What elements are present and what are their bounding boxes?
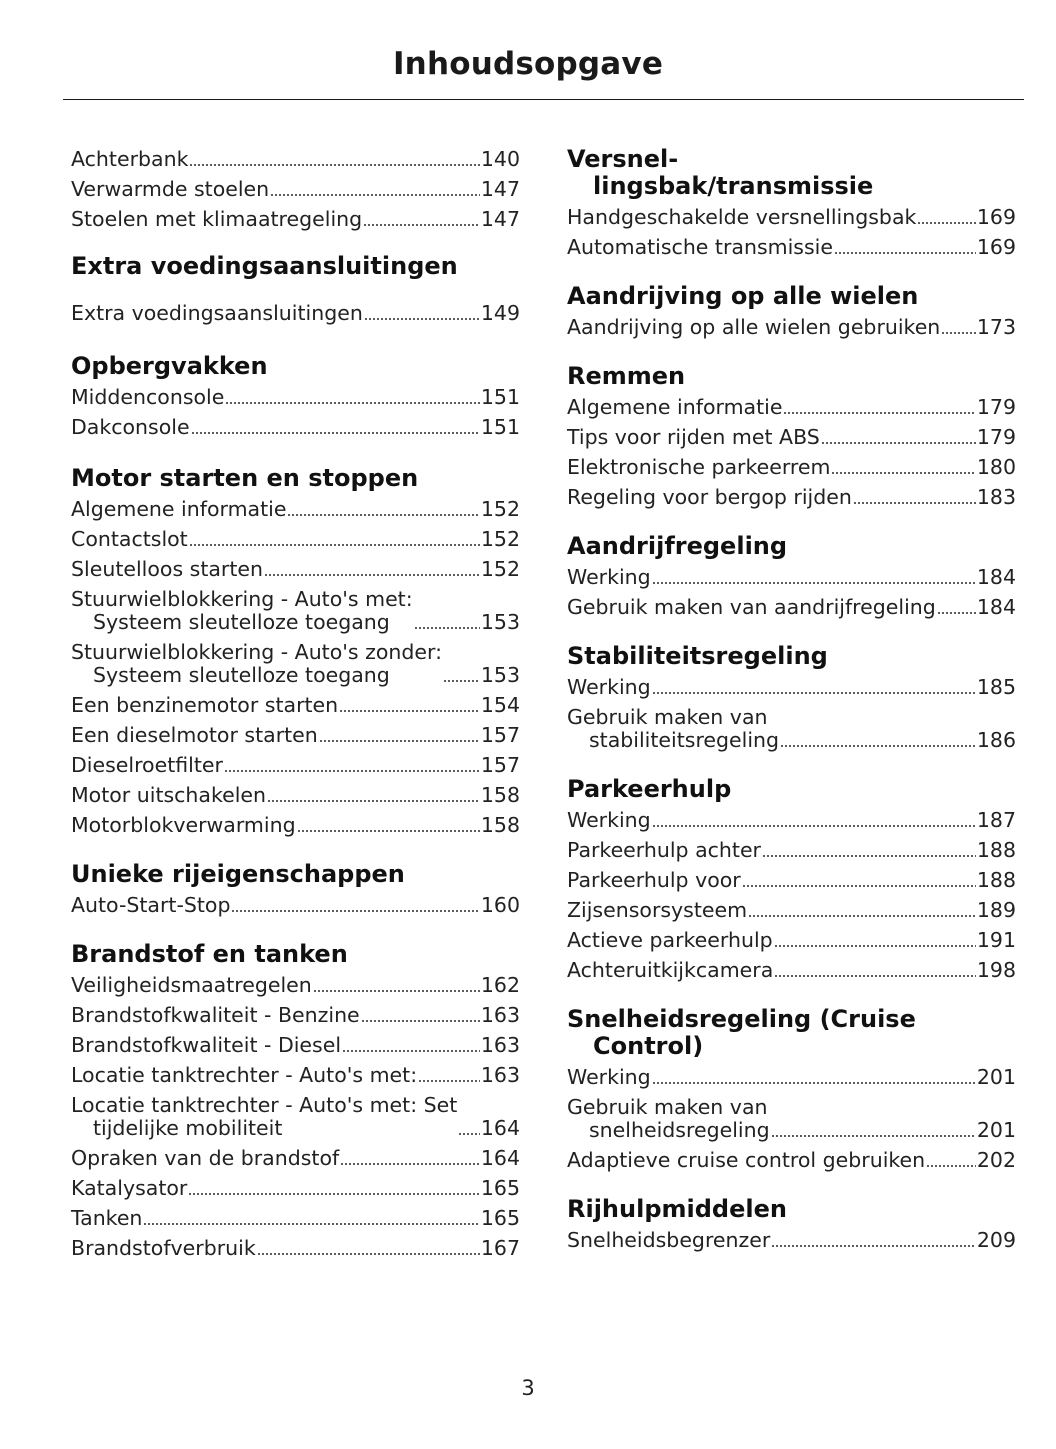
dot-leader — [783, 409, 975, 415]
toc-entry[interactable] — [71, 724, 520, 747]
toc-page-number: 187 — [976, 808, 1016, 832]
toc-page-number: 147 — [480, 207, 520, 231]
toc-entry-label — [567, 396, 782, 419]
toc-entry[interactable] — [567, 456, 1016, 479]
toc-entry[interactable] — [71, 1094, 520, 1140]
toc-entry-label — [567, 316, 940, 339]
toc-entry-text-continued: Systeem sleutelloze toegang — [93, 663, 390, 687]
toc-section — [567, 643, 1016, 752]
toc-entry[interactable] — [71, 416, 520, 439]
toc-page-number: 157 — [480, 753, 520, 777]
toc-entry[interactable] — [71, 498, 520, 521]
toc-entry[interactable] — [567, 316, 1016, 339]
toc-entry-label — [71, 302, 363, 325]
toc-entry[interactable] — [567, 426, 1016, 449]
toc-entry-label — [71, 1237, 256, 1260]
toc-entry-label — [71, 1034, 341, 1057]
toc-page-number: 202 — [976, 1148, 1016, 1172]
toc-page-number: 180 — [976, 455, 1016, 479]
dot-leader — [363, 221, 480, 227]
dot-leader — [834, 249, 976, 255]
toc-entry-label — [567, 869, 741, 892]
toc-entry-text: Contactslot — [71, 527, 188, 551]
dot-leader — [270, 191, 480, 197]
toc-entry-label — [71, 498, 286, 521]
toc-entry-text: Werking — [567, 565, 651, 589]
toc-entry-text: Stoelen met klimaatregeling — [71, 207, 363, 231]
dot-leader — [225, 399, 480, 405]
toc-page-number: 163 — [480, 1063, 520, 1087]
toc-entry-text: Parkeerhulp voor — [567, 868, 741, 892]
toc-section — [71, 253, 520, 325]
dot-leader — [917, 219, 975, 225]
toc-entry-label — [567, 486, 852, 509]
dot-leader — [443, 677, 480, 683]
dot-leader — [364, 315, 480, 321]
toc-entry-text: Handgeschakelde versnellingsbak — [567, 205, 917, 229]
toc-entry-label — [71, 386, 224, 409]
dot-leader — [267, 797, 480, 803]
toc-entry-text: Regeling voor bergop rijden — [567, 485, 852, 509]
toc-entry-label — [567, 566, 651, 589]
toc-page-number: 140 — [480, 147, 520, 171]
section-heading-text: Extra voedingsaansluitingen — [71, 252, 458, 280]
dot-leader — [414, 624, 480, 630]
toc-entry[interactable] — [567, 1096, 1016, 1142]
toc-entry-label — [567, 959, 773, 982]
toc-right-column — [567, 140, 1016, 1259]
dot-leader — [297, 827, 480, 833]
toc-page-number: 179 — [976, 425, 1016, 449]
dot-leader — [143, 1220, 479, 1226]
title-divider — [63, 99, 1024, 100]
toc-entry-text: Brandstofkwaliteit - Benzine — [71, 1003, 360, 1027]
toc-entry-label — [567, 456, 830, 479]
toc-entry-text: Veiligheidsmaatregelen — [71, 973, 312, 997]
toc-page-number: 165 — [480, 1206, 520, 1230]
section-heading[interactable] — [71, 861, 520, 888]
toc-page-number: 151 — [480, 385, 520, 409]
toc-entry-label — [71, 754, 223, 777]
toc-entry-text: Elektronische parkeerrem — [567, 455, 831, 479]
toc-page-number: 179 — [976, 395, 1016, 419]
toc-entry[interactable] — [567, 809, 1016, 832]
toc-entry[interactable] — [71, 641, 520, 687]
toc-page-number: 189 — [976, 898, 1016, 922]
toc-entry-text: Werking — [567, 1065, 651, 1089]
toc-entry-label — [71, 588, 413, 634]
toc-entry-text: Stuurwielblokkering - Auto's zonder: — [71, 640, 442, 664]
toc-entry-text: Tips voor rijden met ABS — [567, 425, 820, 449]
toc-entry[interactable] — [71, 1177, 520, 1200]
toc-entry-text: Verwarmde stoelen — [71, 177, 270, 201]
toc-page-number: 191 — [976, 928, 1016, 952]
toc-entry-label — [71, 694, 338, 717]
toc-entry-label — [567, 1149, 925, 1172]
toc-page-number: 153 — [480, 663, 520, 687]
dot-leader — [342, 1047, 480, 1053]
toc-page-number: 201 — [976, 1065, 1016, 1089]
toc-entry-label — [71, 416, 190, 439]
toc-entry-label — [71, 208, 362, 231]
section-heading-text: Parkeerhulp — [567, 775, 732, 803]
toc-entry-text: Sleutelloos starten — [71, 557, 263, 581]
toc-page-number: 198 — [976, 958, 1016, 982]
dot-leader — [652, 689, 976, 695]
toc-entry-label — [567, 809, 651, 832]
toc-entry[interactable] — [71, 528, 520, 551]
toc-entry[interactable] — [567, 676, 1016, 699]
toc-page-number: 158 — [480, 813, 520, 837]
toc-page-number: 164 — [480, 1116, 520, 1140]
toc-entry-text: Motor uitschakelen — [71, 783, 267, 807]
toc-section — [71, 353, 520, 439]
section-heading[interactable] — [567, 776, 1016, 803]
section-heading-text: Snelheidsregeling (Cruise — [567, 1005, 916, 1033]
toc-entry[interactable] — [71, 974, 520, 997]
toc-entry-text: Actieve parkeerhulp — [567, 928, 773, 952]
section-heading-text: Aandrijving op alle wielen — [567, 282, 919, 310]
toc-entry-label — [71, 1147, 339, 1170]
dot-leader — [361, 1017, 480, 1023]
toc-section — [567, 363, 1016, 509]
toc-entry-text: Achteruitkijkcamera — [567, 958, 774, 982]
toc-section — [567, 1006, 1016, 1172]
dot-leader — [652, 579, 976, 585]
section-heading[interactable] — [567, 1196, 1016, 1223]
toc-page-number: 188 — [976, 838, 1016, 862]
toc-entry[interactable] — [71, 1004, 520, 1027]
dot-leader — [189, 161, 479, 167]
toc-intro-entries — [71, 140, 520, 231]
toc-entry[interactable] — [567, 566, 1016, 589]
toc-entry-text-continued: stabiliteitsregeling — [589, 728, 780, 752]
section-heading[interactable] — [567, 283, 1016, 310]
toc-page-number: 157 — [480, 723, 520, 747]
toc-page-number: 154 — [480, 693, 520, 717]
section-heading[interactable] — [71, 465, 520, 492]
toc-page-number: 158 — [480, 783, 520, 807]
toc-entry[interactable] — [567, 959, 1016, 982]
toc-page-number: 183 — [976, 485, 1016, 509]
dot-leader — [762, 852, 976, 858]
section-heading-text: Rijhulpmiddelen — [567, 1195, 787, 1223]
dot-leader — [458, 1130, 480, 1136]
toc-entry[interactable] — [71, 302, 520, 325]
toc-section — [567, 283, 1016, 339]
toc-entry-text: Werking — [567, 808, 651, 832]
dot-leader — [774, 972, 976, 978]
toc-entry-label — [71, 558, 263, 581]
toc-page-number: 164 — [480, 1146, 520, 1170]
toc-page-number: 165 — [480, 1176, 520, 1200]
dot-leader — [941, 329, 976, 335]
toc-entry[interactable] — [567, 486, 1016, 509]
toc-page-number: 185 — [976, 675, 1016, 699]
toc-entry[interactable] — [567, 1229, 1016, 1252]
toc-entry[interactable] — [567, 899, 1016, 922]
toc-entry[interactable] — [567, 869, 1016, 892]
toc-page-number: 147 — [480, 177, 520, 201]
toc-entry-text: Locatie tanktrechter - Auto's met: Set — [71, 1093, 458, 1117]
toc-page-number: 184 — [976, 565, 1016, 589]
toc-entry-text: Parkeerhulp achter — [567, 838, 761, 862]
section-heading[interactable] — [71, 253, 520, 280]
toc-entry[interactable] — [71, 694, 520, 717]
toc-page-number: 152 — [480, 497, 520, 521]
toc-entry-text: Een benzinemotor starten — [71, 693, 339, 717]
toc-entry[interactable] — [71, 148, 520, 171]
toc-page-number: 184 — [976, 595, 1016, 619]
dot-leader — [340, 1160, 480, 1166]
section-heading[interactable] — [567, 1006, 1016, 1060]
toc-entry-text: Auto-Start-Stop — [71, 893, 231, 917]
section-heading[interactable] — [567, 533, 1016, 560]
toc-entry-label — [71, 1177, 187, 1200]
dot-leader — [748, 912, 976, 918]
toc-entry-label — [71, 148, 188, 171]
toc-entry[interactable] — [567, 1066, 1016, 1089]
toc-page-number: 160 — [480, 893, 520, 917]
toc-entry[interactable] — [71, 784, 520, 807]
dot-leader — [339, 707, 480, 713]
toc-entry[interactable] — [71, 1034, 520, 1057]
toc-page-number: 186 — [976, 728, 1016, 752]
toc-entry-label — [567, 706, 779, 752]
toc-page-number: 151 — [480, 415, 520, 439]
dot-leader — [831, 469, 975, 475]
toc-entry-text-continued: tijdelijke mobiliteit — [93, 1116, 283, 1140]
dot-leader — [257, 1250, 480, 1256]
toc-entry-label — [71, 1064, 417, 1087]
toc-page-number: 152 — [480, 527, 520, 551]
toc-page-number: 169 — [976, 205, 1016, 229]
toc-entry[interactable] — [71, 1237, 520, 1260]
toc-entry-label — [71, 528, 188, 551]
toc-entry[interactable] — [71, 208, 520, 231]
toc-entry-label — [71, 784, 266, 807]
toc-entry-label — [567, 839, 761, 862]
section-heading-text: Brandstof en tanken — [71, 940, 348, 968]
toc-entry-text: Gebruik maken van — [567, 1095, 768, 1119]
toc-entry-text: Achterbank — [71, 147, 189, 171]
toc-entry-label — [71, 1207, 142, 1230]
toc-section — [71, 861, 520, 917]
section-heading-text: Versnel- — [567, 145, 679, 173]
dot-leader — [287, 511, 479, 517]
toc-entry-label — [567, 1229, 770, 1252]
toc-entry-label — [567, 929, 773, 952]
toc-entry-text: Opraken van de brandstof — [71, 1146, 340, 1170]
toc-entry[interactable] — [71, 754, 520, 777]
toc-entry[interactable] — [71, 1147, 520, 1170]
section-heading-text: Motor starten en stoppen — [71, 464, 419, 492]
section-heading[interactable] — [567, 363, 1016, 390]
dot-leader — [224, 767, 480, 773]
page-number: 3 — [521, 1376, 535, 1400]
toc-entry-text-continued: Systeem sleutelloze toegang — [93, 610, 390, 634]
toc-entry-text: Werking — [567, 675, 651, 699]
toc-entry[interactable] — [71, 894, 520, 917]
toc-entry[interactable] — [71, 588, 520, 634]
section-heading-text: Aandrijfregeling — [567, 532, 788, 560]
toc-entry-text-continued: snelheidsregeling — [589, 1118, 770, 1142]
toc-section — [567, 776, 1016, 982]
toc-entry-text: Locatie tanktrechter - Auto's met: — [71, 1063, 418, 1087]
toc-entry[interactable] — [71, 178, 520, 201]
dot-leader — [652, 1079, 976, 1085]
dot-leader — [937, 609, 976, 615]
toc-page-number: 209 — [976, 1228, 1016, 1252]
dot-leader — [231, 907, 479, 913]
toc-entry-label — [71, 724, 318, 747]
toc-entry-label — [567, 1066, 651, 1089]
dot-leader — [774, 942, 976, 948]
page-title: Inhoudsopgave — [392, 46, 664, 82]
dot-leader — [742, 882, 976, 888]
toc-entry-text: Adaptieve cruise control gebruiken — [567, 1148, 926, 1172]
toc-entry-label — [567, 596, 936, 619]
toc-page-number: 152 — [480, 557, 520, 581]
toc-entry-text: Gebruik maken van aandrijfregeling — [567, 595, 936, 619]
toc-entry-text: Katalysator — [71, 1176, 188, 1200]
dot-leader — [319, 737, 480, 743]
section-heading[interactable] — [71, 941, 520, 968]
toc-entry-label — [567, 899, 747, 922]
dot-leader — [189, 541, 480, 547]
toc-entry-text: Extra voedingsaansluitingen — [71, 301, 363, 325]
toc-entry-text: Motorblokverwarming — [71, 813, 296, 837]
toc-entry-text: Automatische transmissie — [567, 235, 833, 259]
toc-entry[interactable] — [71, 1207, 520, 1230]
dot-leader — [313, 987, 480, 993]
dot-leader — [926, 1162, 976, 1168]
toc-page-number: 201 — [976, 1118, 1016, 1142]
toc-left-column — [71, 140, 520, 1267]
toc-entry[interactable] — [567, 206, 1016, 229]
toc-entry-label — [71, 1094, 457, 1140]
toc-entry-label — [567, 676, 651, 699]
toc-entry-text: Zijsensorsysteem — [567, 898, 748, 922]
toc-page-number: 188 — [976, 868, 1016, 892]
toc-section — [567, 533, 1016, 619]
section-heading-text-continued: lingsbak/transmissie — [593, 172, 874, 200]
toc-entry[interactable] — [567, 839, 1016, 862]
dot-leader — [191, 429, 480, 435]
section-heading-text-continued: Control) — [593, 1032, 704, 1060]
toc-entry[interactable] — [71, 558, 520, 581]
dot-leader — [418, 1077, 480, 1083]
toc-page-number: 162 — [480, 973, 520, 997]
toc-section — [71, 465, 520, 837]
toc-page-number: 173 — [976, 315, 1016, 339]
toc-entry[interactable] — [71, 386, 520, 409]
section-heading[interactable] — [567, 643, 1016, 670]
toc-entry-label — [71, 974, 312, 997]
toc-entry-label — [71, 178, 269, 201]
toc-page-number: 169 — [976, 235, 1016, 259]
toc-entry[interactable] — [71, 1064, 520, 1087]
section-heading[interactable] — [71, 353, 520, 380]
toc-entry-label — [71, 814, 296, 837]
dot-leader — [780, 742, 976, 748]
toc-entry-text: Gebruik maken van — [567, 705, 768, 729]
section-heading-text: Remmen — [567, 362, 686, 390]
toc-page-number: 163 — [480, 1003, 520, 1027]
dot-leader — [853, 499, 976, 505]
toc-entry-label — [71, 641, 442, 687]
toc-entry-text: Brandstofkwaliteit - Diesel — [71, 1033, 342, 1057]
toc-entry-text: Stuurwielblokkering - Auto's met: — [71, 587, 413, 611]
section-heading-text: Unieke rijeigenschappen — [71, 860, 405, 888]
toc-page-number: 163 — [480, 1033, 520, 1057]
toc-page-number: 167 — [480, 1236, 520, 1260]
toc-entry[interactable] — [567, 396, 1016, 419]
toc-entry-text: Middenconsole — [71, 385, 225, 409]
toc-entry-label — [567, 1096, 770, 1142]
toc-entry[interactable] — [567, 929, 1016, 952]
section-heading-text: Stabiliteitsregeling — [567, 642, 828, 670]
toc-section — [567, 146, 1016, 259]
toc-entry-text: Tanken — [71, 1206, 143, 1230]
toc-entry-text: Brandstofverbruik — [71, 1236, 256, 1260]
section-heading-text: Opbergvakken — [71, 352, 268, 380]
toc-entry-label — [567, 206, 916, 229]
toc-entry[interactable] — [567, 596, 1016, 619]
toc-entry[interactable] — [71, 814, 520, 837]
toc-section — [71, 941, 520, 1260]
toc-page-number: 149 — [480, 301, 520, 325]
toc-entry[interactable] — [567, 706, 1016, 752]
toc-entry[interactable] — [567, 236, 1016, 259]
dot-leader — [821, 439, 976, 445]
toc-entry-text: Algemene informatie — [567, 395, 783, 419]
dot-leader — [188, 1190, 480, 1196]
dot-leader — [771, 1132, 976, 1138]
dot-leader — [264, 571, 480, 577]
toc-entry-text: Aandrijving op alle wielen gebruiken — [567, 315, 941, 339]
dot-leader — [771, 1242, 976, 1248]
toc-entry-label — [71, 894, 230, 917]
toc-entry-label — [567, 236, 833, 259]
section-heading[interactable] — [567, 146, 1016, 200]
toc-section — [567, 1196, 1016, 1252]
toc-entry[interactable] — [567, 1149, 1016, 1172]
toc-entry-text: Algemene informatie — [71, 497, 287, 521]
toc-entry-text: Een dieselmotor starten — [71, 723, 318, 747]
dot-leader — [652, 822, 976, 828]
toc-entry-text: Dieselroetfilter — [71, 753, 223, 777]
toc-page-number: 153 — [480, 610, 520, 634]
toc-entry-label — [567, 426, 820, 449]
toc-entry-text: Dakconsole — [71, 415, 190, 439]
toc-entry-label — [71, 1004, 360, 1027]
toc-entry-text: Snelheidsbegrenzer — [567, 1228, 771, 1252]
